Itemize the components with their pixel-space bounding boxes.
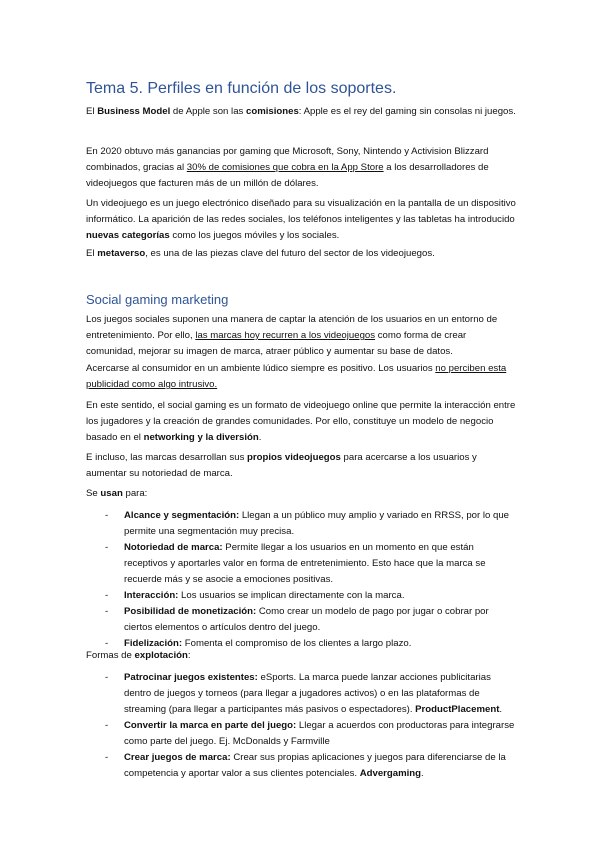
text: : <box>187 650 191 661</box>
text: a los desarrolladores de videojuegos que facturen más de un millón de dólares. <box>86 162 489 189</box>
text: . <box>499 704 503 715</box>
text: El <box>86 248 98 259</box>
intro-paragraph-2 <box>86 144 516 192</box>
text: de Apple son las <box>170 106 246 117</box>
intro-paragraph-1 <box>86 104 516 120</box>
text: E incluso, las marcas desarrollan sus <box>86 452 248 463</box>
text: Fomenta el compromiso de los clientes a largo plazo. <box>182 638 412 649</box>
uses-label <box>86 486 516 502</box>
text: En este sentido, el social gaming es un formato de videojuego online que permite la interacción entre los jugadores y la creación de grandes comunidades. Por ello, constituye un modelo de negocio basado en el <box>86 400 516 443</box>
exploit-list <box>105 670 517 782</box>
text: Se <box>86 488 101 499</box>
list-item <box>105 718 517 750</box>
text: Un videojuego es un juego electrónico diseñado para su visualización en la pantalla de un dispositivo informático. La aparición de las redes sociales, los teléfonos inteligentes y las tabletas ha introducido <box>86 198 516 225</box>
text: eSports. La marca puede lanzar acciones publicitarias dentro de juegos y torneos (para llegar a jugadores activos) o en las plataformas de streaming (para llegar a participantes más pasivos o espectadores). <box>124 672 491 715</box>
text: En 2020 obtuvo más ganancias por gaming que Microsoft, Sony, Nintendo y Activision Blizzard combinados, gracias al <box>86 146 489 173</box>
bold-text: Convertir la marca en parte del juego: <box>124 720 297 731</box>
section-paragraph-4 <box>86 450 516 482</box>
bold-text: metaverso <box>97 248 146 259</box>
bold-text: usan <box>100 488 123 499</box>
bold-text: Notoriedad de marca: <box>124 542 223 553</box>
text: Los usuarios se implican directamente con la marca. <box>178 590 405 601</box>
underlined-text: las marcas hoy recurren a los videojuegos <box>195 330 376 341</box>
list-item <box>105 508 517 540</box>
underlined-text: no perciben esta publicidad como algo intrusivo. <box>86 363 507 390</box>
text: Llegan a un público muy amplio y variado en RRSS, por lo que permite una segmentación muy precisa. <box>124 510 510 537</box>
bold-text: propios videojuegos <box>247 452 341 463</box>
bold-text: Alcance y segmentación: <box>124 510 240 521</box>
bold-text: Business Model <box>97 106 171 117</box>
intro-paragraph-3 <box>86 196 516 244</box>
text: Como crear un modelo de pago por jugar o cobrar por ciertos elementos o artículos dentro del juego. <box>124 606 489 633</box>
bold-text: ProductPlacement <box>415 704 500 715</box>
bold-text: Posibilidad de monetización: <box>124 606 257 617</box>
exploit-label <box>86 648 516 664</box>
list-item <box>105 604 517 636</box>
text: como forma de crear comunidad, mejorar su imagen de marca, atraer público y aumentar su base de datos. <box>86 330 467 357</box>
bold-text: comisiones <box>246 106 299 117</box>
section-paragraph-2 <box>86 361 516 393</box>
list-item <box>105 750 517 782</box>
text: Formas de <box>86 650 135 661</box>
bold-text: networking y la diversión <box>143 432 259 443</box>
bold-text: Interacción: <box>124 590 179 601</box>
text: Acercarse al consumidor en un ambiente lúdico siempre es positivo. Los usuarios <box>86 363 436 374</box>
bold-text: Advergaming <box>359 768 422 779</box>
page-title: Tema 5. Perfiles en función de los soportes. <box>86 80 397 97</box>
text: . <box>258 432 262 443</box>
text: : Apple es el rey del gaming sin consolas ni juegos. <box>298 106 516 117</box>
section-paragraph-1 <box>86 312 516 360</box>
bold-text: Crear juegos de marca: <box>124 752 231 763</box>
uses-list <box>105 508 517 652</box>
text: para: <box>122 488 148 499</box>
section-paragraph-3 <box>86 398 516 446</box>
text: para acercarse a los usuarios y aumentar su notoriedad de marca. <box>86 452 477 479</box>
bold-text: Patrocinar juegos existentes: <box>124 672 258 683</box>
text: . <box>421 768 424 779</box>
text: , es una de las piezas clave del futuro del sector de los videojuegos. <box>145 248 435 259</box>
text: El <box>86 106 98 117</box>
list-item <box>105 540 517 588</box>
list-item <box>105 670 517 718</box>
underlined-text: 30% de comisiones que cobra en la App Store <box>186 162 384 173</box>
bold-text: Fidelización: <box>124 638 183 649</box>
text: como los juegos móviles y los sociales. <box>169 230 340 241</box>
text: Permite llegar a los usuarios en un momento en que están receptivos y aportarles valor en forma de entretenimiento. Esto hace que la marca se recuerde más y se asocie a emociones positivas. <box>124 542 486 585</box>
bold-text: explotación <box>134 650 188 661</box>
text: Llegar a acuerdos con productoras para integrarse como parte del juego. Ej. McDonalds y Farmville <box>124 720 515 747</box>
section-heading: Social gaming marketing <box>86 292 229 307</box>
bold-text: nuevas categorías <box>86 230 170 241</box>
list-item <box>105 588 517 604</box>
text: Crear sus propias aplicaciones y juegos para diferenciarse de la competencia y aportar valor a sus clientes potenciales. <box>124 752 506 779</box>
intro-paragraph-4 <box>86 246 516 262</box>
text: Los juegos sociales suponen una manera de captar la atención de los usuarios en un entorno de entretenimiento. Por ello, <box>86 314 498 341</box>
